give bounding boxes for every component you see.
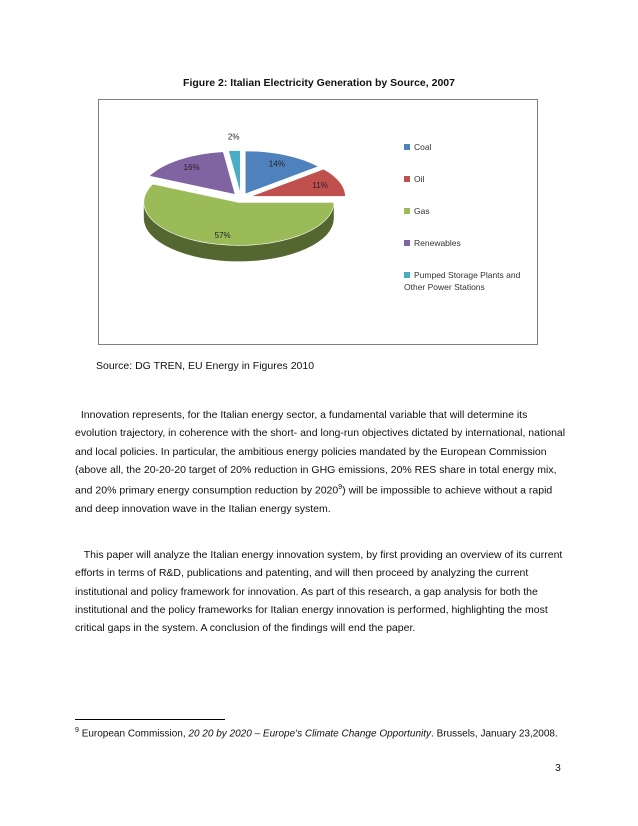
- legend-swatch-pumped: [404, 272, 410, 278]
- pie-label-pumped: 2%: [227, 132, 240, 142]
- figure-title: Figure 2: Italian Electricity Generation by Source, 2007: [183, 77, 455, 89]
- figure-source: Source: DG TREN, EU Energy in Figures 2010: [96, 360, 315, 372]
- pie-label-renewables: 16%: [183, 163, 200, 173]
- footnote-reference: 9: [338, 484, 343, 492]
- page-number: 3: [555, 762, 561, 774]
- footnote: [75, 727, 575, 739]
- pie-label-coal: 14%: [268, 159, 285, 169]
- footnote-title: 20 20 by 2020 – Europe's Climate Change Opportunity: [188, 728, 432, 740]
- legend-swatch-oil: [404, 176, 410, 182]
- footnote-divider: [75, 719, 225, 720]
- legend-label-gas: Gas: [414, 206, 430, 216]
- pie-chart-frame: [98, 99, 538, 345]
- paragraph-innovation-text-1: Innovation represents, for the Italian energy sector, a fundamental variable that will determine its evolution trajectory, in coherence with the short- and long-run objectives dictated by international, national and local policies. In particular, the ambitious energy policies mandated by the European Commission (above all, the 20-20-20 target of 20% reduction in GHG emissions, 20% RES share in total energy mix, and 20% primary energy consumption reduction by 2020: [75, 409, 566, 497]
- pie-chart: [99, 100, 539, 346]
- legend-swatch-renewables: [404, 240, 410, 246]
- pie-label-gas: 57%: [214, 231, 231, 241]
- legend-label-pumped: Pumped Storage Plants and Other Power Stations: [404, 270, 521, 292]
- footnote-number: 9: [75, 727, 79, 734]
- legend-label-coal: Coal: [414, 142, 432, 152]
- paragraph-overview-text: This paper will analyze the Italian energy innovation system, by first providing an overview of its current efforts in terms of R&D, publications and patenting, and will then proceed by analyzing the current institutional and policy framework for innovation. As part of this research, a gap analysis for both the institutional and the policy frameworks for Italian energy innovation is performed, highlighting the most critical gaps in the system. A conclusion of the findings will end the paper.: [75, 549, 563, 635]
- pie-label-oil: 11%: [312, 181, 328, 191]
- legend-swatch-gas: [404, 208, 410, 214]
- legend-swatch-coal: [404, 144, 410, 150]
- footnote-text-2: . Brussels, January 23,2008.: [431, 728, 558, 740]
- paragraph-innovation-text-2: ) will be impossible to achieve without a rapid and deep innovation wave in the Italian energy system.: [75, 484, 553, 515]
- paragraph-overview: [75, 546, 570, 637]
- legend-label-oil: Oil: [414, 174, 425, 184]
- footnote-text-1: European Commission,: [81, 728, 189, 740]
- paragraph-innovation: [75, 406, 570, 518]
- legend-label-renewables: Renewables: [414, 238, 461, 248]
